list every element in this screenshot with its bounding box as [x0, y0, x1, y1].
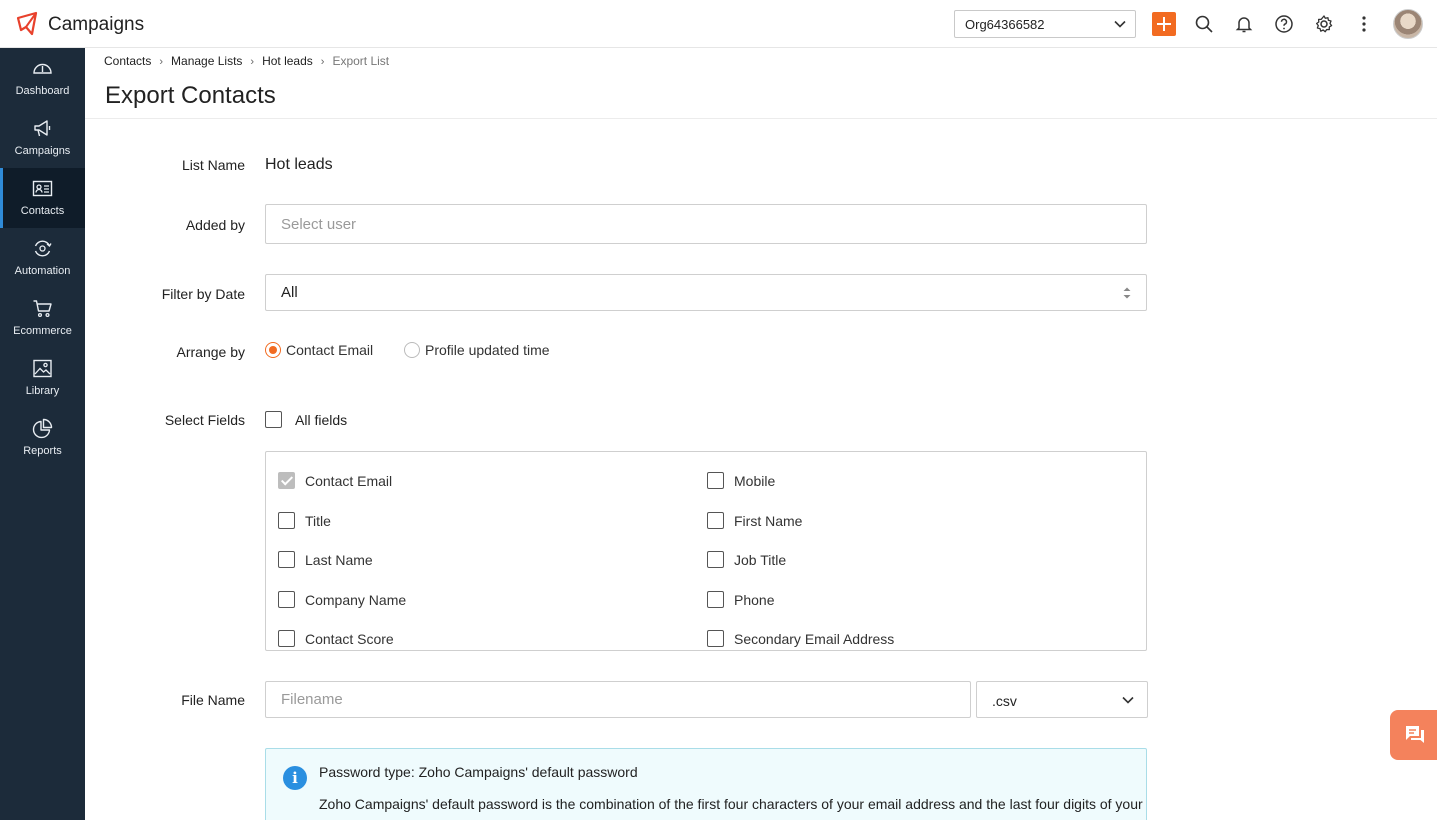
checkbox[interactable]	[278, 551, 295, 568]
more-vertical-icon[interactable]	[1354, 14, 1374, 34]
radio-contact-email[interactable]	[265, 342, 373, 358]
bell-icon[interactable]	[1234, 14, 1254, 34]
filename-input[interactable]	[265, 681, 971, 718]
field-label: Contact Email	[305, 472, 393, 489]
radio-label: Contact Email	[286, 342, 374, 358]
sidebar-item-label: Reports	[23, 445, 62, 457]
sidebar-item-dashboard[interactable]	[0, 48, 85, 108]
all-fields-checkbox[interactable]	[265, 411, 282, 428]
checkbox[interactable]	[278, 591, 295, 608]
checkbox[interactable]	[707, 551, 724, 568]
avatar[interactable]	[1393, 9, 1423, 39]
sidebar-item-contacts[interactable]	[0, 168, 85, 228]
checkbox[interactable]	[707, 630, 724, 647]
filter-date-select[interactable]	[265, 274, 1147, 311]
list-name-value: Hot leads	[265, 156, 333, 173]
field-label: First Name	[734, 512, 803, 529]
checkbox[interactable]	[278, 630, 295, 647]
sidebar-item-ecommerce[interactable]	[0, 288, 85, 348]
checkbox[interactable]	[707, 591, 724, 608]
chat-icon	[1403, 723, 1427, 747]
info-icon: i	[283, 766, 307, 790]
added-by-select[interactable]	[265, 204, 1147, 244]
search-icon[interactable]	[1194, 14, 1214, 34]
password-info-box	[265, 748, 1147, 820]
sidebar-item-label: Contacts	[20, 205, 65, 217]
checkbox[interactable]	[707, 512, 724, 529]
org-selector[interactable]	[954, 10, 1136, 38]
pie-chart-icon	[32, 418, 53, 439]
help-icon[interactable]	[1274, 14, 1294, 34]
megaphone-icon	[32, 118, 53, 139]
arrange-by-label: Arrange by	[176, 344, 245, 360]
sidebar-item-label: Campaigns	[14, 145, 71, 157]
breadcrumb	[104, 54, 389, 68]
file-extension-value: .csv	[992, 693, 1017, 709]
field-label: Contact Score	[305, 630, 394, 647]
chat-button[interactable]	[1390, 710, 1437, 760]
file-name-label: File Name	[181, 692, 245, 708]
field-option[interactable]	[278, 512, 331, 529]
contact-card-icon	[32, 178, 53, 199]
title-divider	[85, 118, 1437, 119]
sort-updown-icon	[1122, 285, 1132, 301]
breadcrumb-link-manage-lists[interactable]: Manage Lists	[171, 54, 243, 68]
sidebar-item-reports[interactable]	[0, 408, 85, 468]
info-body: Zoho Campaigns' default password is the combination of the first four characters of your email address and the last four digits of your	[319, 796, 1143, 812]
checkbox[interactable]	[707, 472, 724, 489]
page-title: Export Contacts	[105, 82, 276, 109]
fields-list[interactable]	[265, 451, 1147, 651]
automation-icon	[32, 238, 53, 259]
field-label: Phone	[734, 591, 775, 608]
select-fields-label: Select Fields	[164, 412, 245, 428]
sidebar-item-label: Automation	[14, 265, 71, 277]
all-fields-option[interactable]	[265, 411, 347, 428]
chevron-down-icon	[1113, 17, 1127, 31]
field-option[interactable]	[707, 591, 774, 608]
chevron-right-icon: ›	[250, 56, 255, 68]
field-option[interactable]	[278, 472, 392, 489]
radio-label: Profile updated time	[425, 342, 550, 358]
sidebar-item-label: Library	[25, 385, 60, 397]
radio-profile-updated-time[interactable]	[404, 342, 550, 358]
radio-button-checked[interactable]	[265, 342, 281, 358]
breadcrumb-link-hot-leads[interactable]: Hot leads	[262, 54, 313, 68]
chevron-down-icon	[1121, 693, 1135, 707]
all-fields-label: All fields	[295, 411, 348, 428]
sidebar-item-label: Ecommerce	[13, 325, 72, 337]
field-label: Title	[305, 512, 331, 529]
breadcrumb-current: Export List	[332, 54, 390, 68]
app-title: Campaigns	[48, 14, 145, 35]
field-option[interactable]	[707, 551, 786, 568]
checkbox[interactable]	[278, 512, 295, 529]
filename-placeholder: Filename	[281, 691, 343, 708]
info-title: Password type: Zoho Campaigns' default password	[319, 764, 638, 780]
org-selector-value: Org64366582	[965, 17, 1045, 32]
sidebar-item-campaigns[interactable]	[0, 108, 85, 168]
gear-icon[interactable]	[1314, 14, 1334, 34]
field-option[interactable]	[278, 551, 373, 568]
add-button[interactable]	[1152, 12, 1176, 36]
chevron-right-icon: ›	[320, 56, 325, 68]
file-extension-select[interactable]	[976, 681, 1148, 718]
field-option[interactable]	[707, 472, 775, 489]
radio-button[interactable]	[404, 342, 420, 358]
field-option[interactable]	[707, 630, 894, 647]
added-by-placeholder: Select user	[281, 215, 357, 233]
plus-icon	[1152, 12, 1176, 36]
filter-date-label: Filter by Date	[161, 286, 245, 302]
field-option[interactable]	[707, 512, 802, 529]
campaigns-logo-icon	[14, 10, 42, 38]
chevron-right-icon: ›	[159, 56, 164, 68]
field-label: Secondary Email Address	[734, 630, 895, 647]
field-label: Mobile	[734, 472, 776, 489]
added-by-label: Added by	[185, 217, 245, 233]
sidebar	[0, 48, 85, 820]
breadcrumb-link-contacts[interactable]: Contacts	[104, 54, 152, 68]
field-label: Company Name	[305, 591, 407, 608]
field-label: Last Name	[305, 551, 373, 568]
sidebar-item-label: Dashboard	[15, 85, 70, 97]
checkbox-checked-disabled	[278, 472, 295, 489]
list-name-label: List Name	[181, 157, 245, 173]
cart-icon	[32, 298, 53, 319]
filter-date-value: All	[281, 284, 298, 301]
field-label: Job Title	[734, 551, 787, 568]
dashboard-icon	[32, 58, 53, 79]
sidebar-item-library[interactable]	[0, 348, 85, 408]
sidebar-item-automation[interactable]	[0, 228, 85, 288]
field-option[interactable]	[278, 630, 394, 647]
image-library-icon	[32, 358, 53, 379]
top-bar	[0, 0, 1437, 48]
field-option[interactable]	[278, 591, 406, 608]
